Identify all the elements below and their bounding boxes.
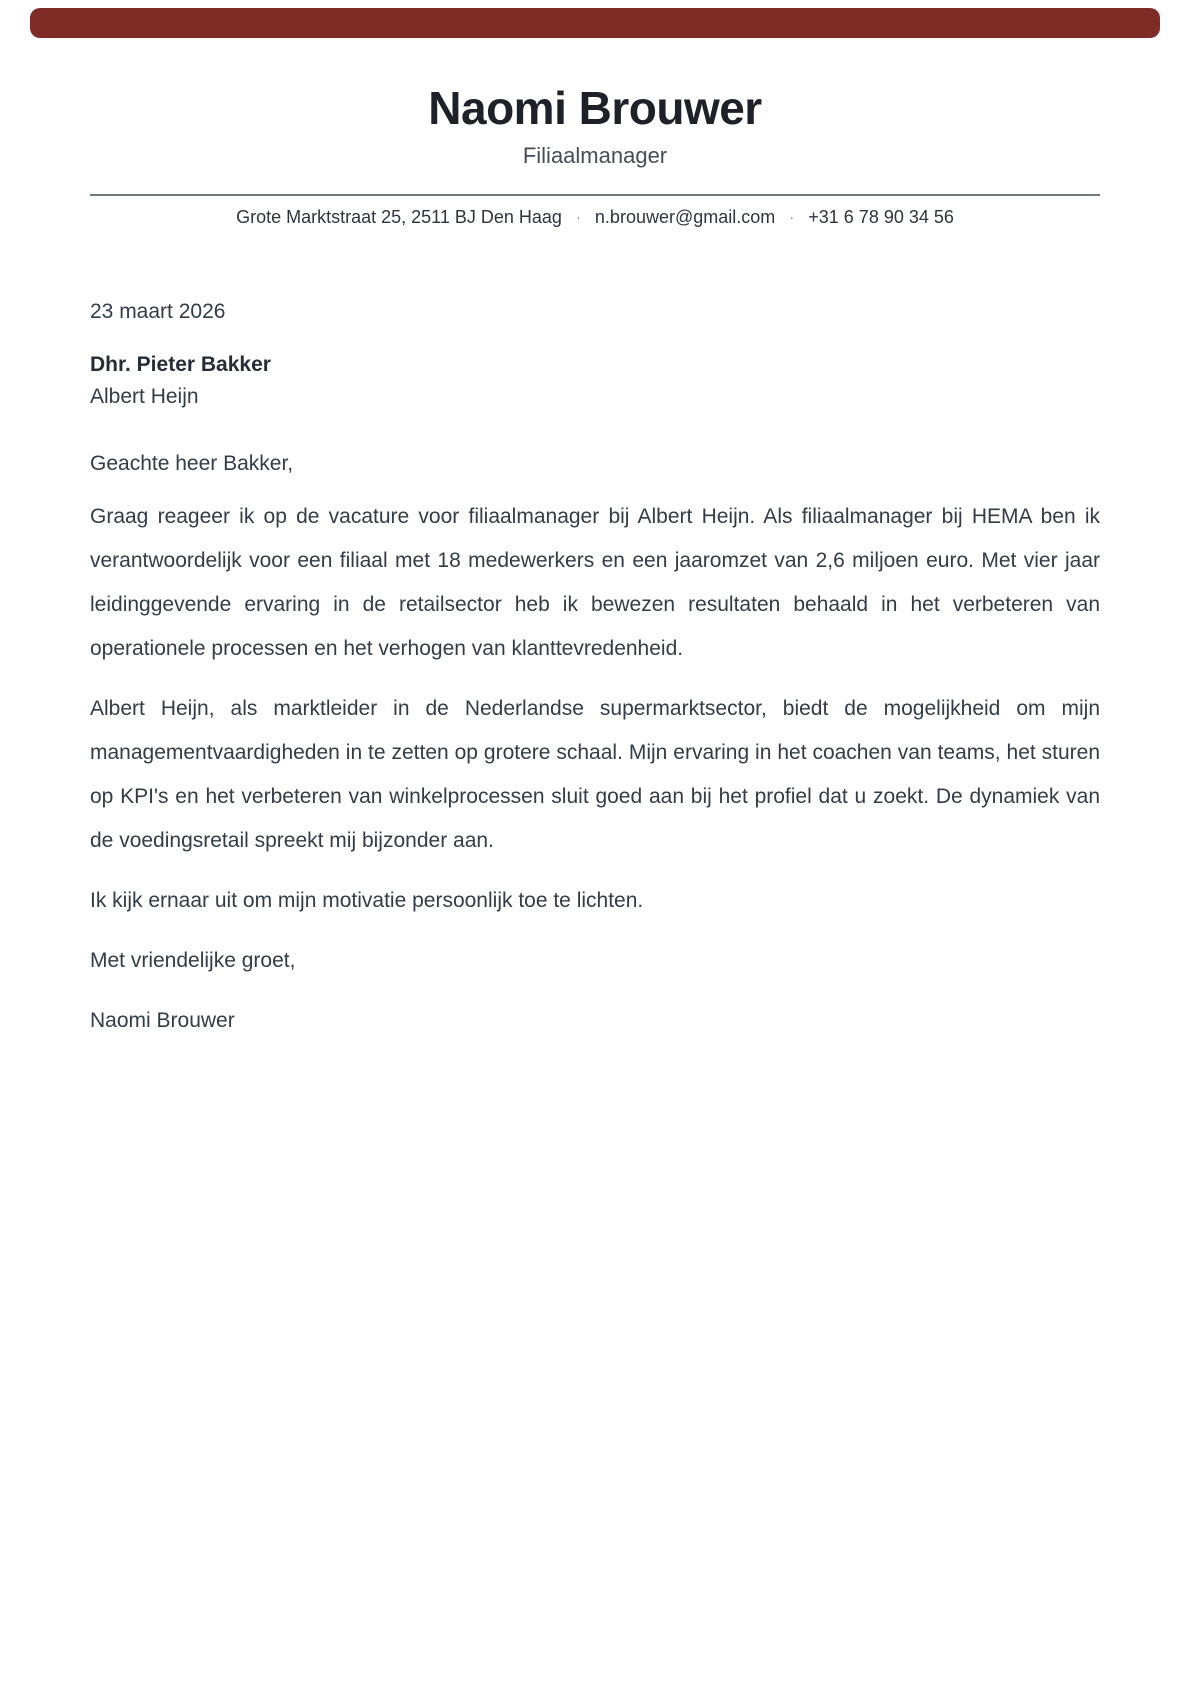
top-accent-bar [30,8,1160,38]
contact-separator-dot: · [575,209,581,226]
contact-phone: +31 6 78 90 34 56 [808,207,954,227]
letter-paragraph-1: Graag reageer ik op de vacature voor filiaalmanager bij Albert Heijn. Als filiaalmanager bij HEMA ben ik verantwoordelijk voor een filiaal met 18 medewerkers en een jaaromzet van 2,6 miljoen euro. Met vier jaar leidinggevende ervaring in de retailsector heb ik bewezen resultaten behaald in het verbeteren van operationele processen en het verhogen van klanttevredenheid. [90,505,1100,660]
job-title-subtitle: Filiaalmanager [522,143,668,168]
letter-paragraph-2: Albert Heijn, als marktleider in de Nederlandse supermarktsector, biedt de mogelijkheid om mijn managementvaardigheden in te zetten op grotere schaal. Mijn ervaring in het coachen van teams, het sturen op KPI's en het verbeteren van winkelprocessen sluit goed aan bij het profiel dat u zoekt. De dynamiek van de voedingsretail spreekt mij bijzonder aan. [90,697,1100,852]
contact-line [90,204,1100,231]
letter-paragraph-3: Ik kijk ernaar uit om mijn motivatie persoonlijk toe te lichten. [90,889,644,912]
letter-body [90,297,1100,1043]
header-divider [90,194,1100,196]
contact-separator-dot: · [789,209,795,226]
recipient-name: Dhr. Pieter Bakker [90,353,271,376]
letter-date: 23 maart 2026 [90,300,226,323]
salutation: Geachte heer Bakker, [90,452,294,475]
closing-line: Met vriendelijke groet, [90,949,296,972]
recipient-company: Albert Heijn [90,385,199,408]
signature-name: Naomi Brouwer [90,1009,235,1032]
contact-email: n.brouwer@gmail.com [594,207,776,227]
contact-address: Grote Marktstraat 25, 2511 BJ Den Haag [236,207,562,227]
recipient-block [90,349,1100,413]
page-title: Naomi Brouwer [428,82,762,134]
